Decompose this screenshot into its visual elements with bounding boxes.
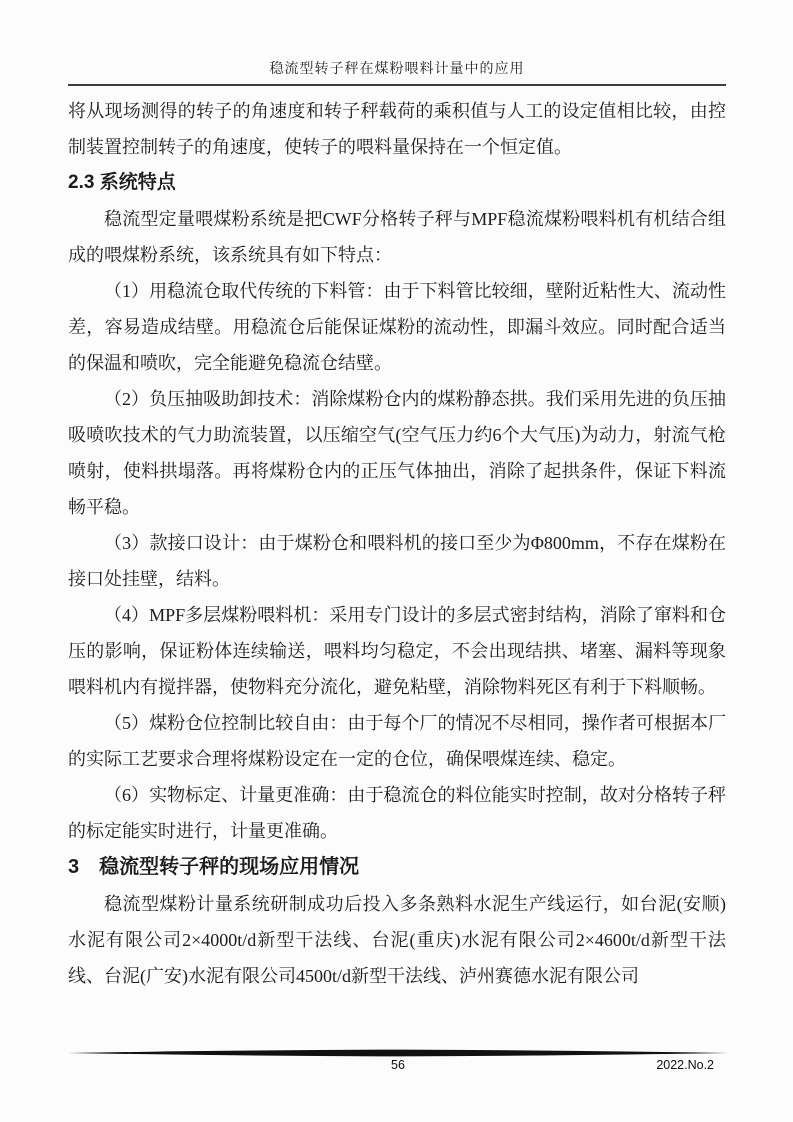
footer-labels	[68, 1058, 728, 1076]
body-text	[68, 93, 726, 994]
list-item-3: （3）款接口设计：由于煤粉仓和喂料机的接口至少为Φ800mm，不存在煤粉在接口处挂壁，结料。	[68, 533, 726, 589]
page-number: 56	[391, 1058, 405, 1072]
header-rule	[68, 84, 726, 86]
list-item-4: （4）MPF多层煤粉喂料机：采用专门设计的多层式密封结构，消除了窜料和仓压的影响，保证粉体连续输送，喂料均匀稳定，不会出现结拱、堵塞、漏料等现象喂料机内有搅拌器，使物料充分流化，避免粘壁，消除物料死区有利于下料顺畅。	[68, 605, 726, 697]
section-heading-3: 3 稳流型转子秤的现场应用情况	[68, 856, 360, 878]
running-header-title: 稳流型转子秤在煤粉喂料计量中的应用	[269, 62, 525, 77]
list-item-1: （1）用稳流仓取代传统的下料管：由于下料管比较细，壁附近粘性大、流动性差，容易造成结壁。用稳流仓后能保证煤粉的流动性，即漏斗效应。同时配合适当的保温和喷吹，完全能避免稳流仓结壁。	[68, 281, 726, 373]
paragraph-continued: 将从现场测得的转子的角速度和转子秤载荷的乘积值与人工的设定值相比较，由控制装置控制转子的角速度，使转子的喂料量保持在一个恒定值。	[68, 101, 726, 157]
list-item-6: （6）实物标定、计量更准确：由于稳流仓的料位能实时控制，故对分格转子秤的标定能实时进行，计量更准确。	[68, 785, 726, 841]
paragraph-system-intro: 稳流型定量喂煤粉系统是把CWF分格转子秤与MPF稳流煤粉喂料机有机结合组成的喂煤粉系统，该系统具有如下特点：	[68, 209, 726, 265]
section-heading-2-3: 2.3 系统特点	[68, 172, 176, 193]
page-content	[68, 0, 726, 994]
page-footer	[68, 1049, 728, 1076]
footer-rule	[68, 1049, 728, 1057]
issue-number: 2022.No.2	[656, 1058, 714, 1072]
paragraph-application: 稳流型煤粉计量系统研制成功后投入多条熟料水泥生产线运行，如台泥(安顺)水泥有限公司2×4000t/d新型干法线、台泥(重庆)水泥有限公司2×4600t/d新型干法线、台泥(广安)水泥有限公司4500t/d新型干法线、泸州赛德水泥有限公司	[68, 894, 726, 986]
list-item-2: （2）负压抽吸助卸技术：消除煤粉仓内的煤粉静态拱。我们采用先进的负压抽吸喷吹技术的气力助流装置，以压缩空气(空气压力约6个大气压)为动力，射流气枪喷射，使料拱塌落。再将煤粉仓内的正压气体抽出，消除了起拱条件，保证下料流畅平稳。	[68, 389, 726, 517]
list-item-5: （5）煤粉仓位控制比较自由：由于每个厂的情况不尽相同，操作者可根据本厂的实际工艺要求合理将煤粉设定在一定的仓位，确保喂煤连续、稳定。	[68, 713, 726, 769]
